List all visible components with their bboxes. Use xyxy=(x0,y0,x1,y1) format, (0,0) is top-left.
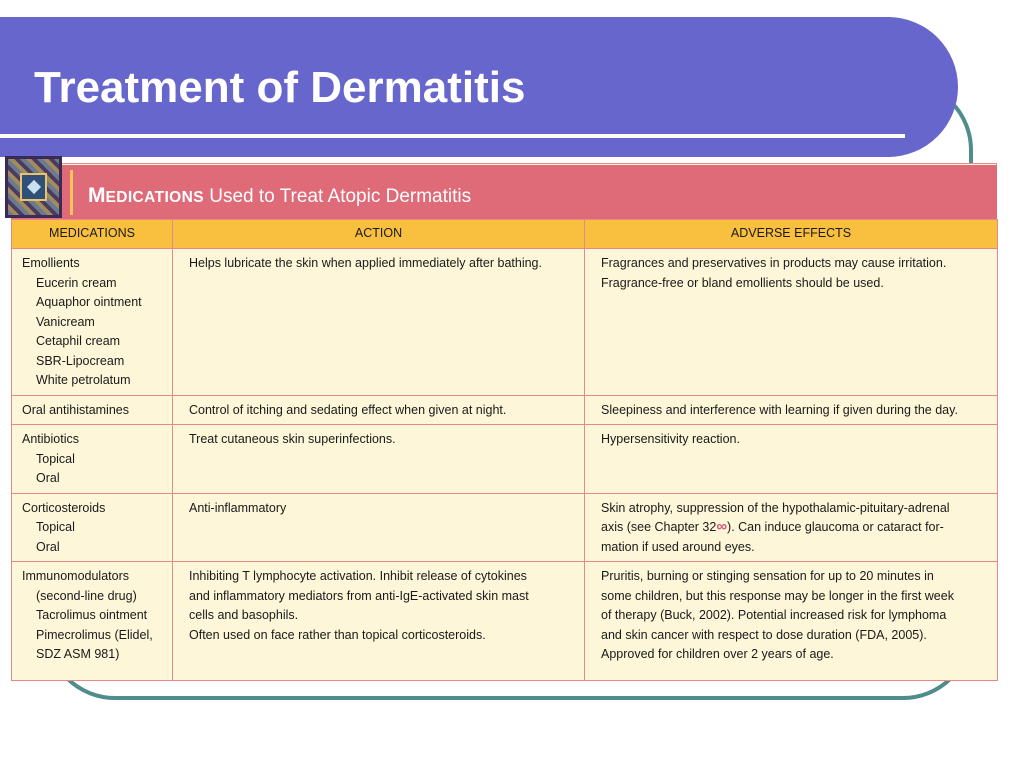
table-heading xyxy=(88,184,471,210)
medication-item: Vanicream xyxy=(36,314,95,329)
action-text: cells and basophils. xyxy=(189,608,299,622)
adverse-effects-cell xyxy=(585,562,998,681)
adverse-effects-text: Hypersensitivity reaction. xyxy=(601,432,740,446)
medication-item: SDZ ASM 981) xyxy=(36,647,120,661)
table-row-antibiotics xyxy=(12,425,998,494)
table-header-row xyxy=(12,220,998,249)
heading-keyword-rest: EDICATIONS xyxy=(105,189,204,206)
medication-item: Aquaphor ointment xyxy=(36,295,142,309)
adverse-effects-text: Skin atrophy, suppression of the hypothalamic-pituitary-adrenal xyxy=(601,500,950,515)
slide-title: Treatment of Dermatitis xyxy=(34,63,526,112)
table-heading-rest: Used to Treat Atopic Dermatitis xyxy=(209,186,472,207)
medication-item: Oral xyxy=(36,471,60,485)
action-cell xyxy=(173,562,585,681)
adverse-effects-text: Fragrances and preservatives in products may cause irritation. xyxy=(601,256,947,270)
medication-item: Topical xyxy=(36,520,75,534)
medications-table xyxy=(11,219,998,681)
medications-cell xyxy=(12,562,173,681)
medication-item: Pimecrolimus (Elidel, xyxy=(36,627,153,642)
medication-category: Emollients xyxy=(22,256,80,270)
adverse-effects-text: Fragrance-free or bland emollients should be used. xyxy=(601,275,884,290)
cross-reference-icon: ∞ xyxy=(716,518,728,535)
medications-cell xyxy=(12,395,173,425)
table-row-oral-antihistamines xyxy=(12,395,998,425)
medication-item: (second-line drug) xyxy=(36,588,137,603)
adverse-effects-text: of therapy (Buck, 2002). Potential increased risk for lymphoma xyxy=(601,608,947,622)
adverse-effects-text: Approved for children over 2 years of age. xyxy=(601,647,834,661)
medication-item: Eucerin cream xyxy=(36,275,117,290)
adverse-effects-cell xyxy=(585,395,998,425)
heading-keyword-initial: M xyxy=(88,184,106,207)
column-header-adverse-effects: ADVERSE EFFECTS xyxy=(585,220,998,249)
adverse-effects-text xyxy=(601,518,987,538)
emblem-core xyxy=(27,180,41,194)
action-text: and inflammatory mediators from anti-IgE-activated skin mast xyxy=(189,588,529,603)
decorative-emblem-icon xyxy=(5,156,62,218)
chapter-reference-text: axis (see Chapter 32 xyxy=(601,520,717,534)
action-text: Control of itching and sedating effect when given at night. xyxy=(189,402,507,417)
action-text: Treat cutaneous skin superinfections. xyxy=(189,432,396,446)
medication-category: Corticosteroids xyxy=(22,500,106,515)
medication-item: Oral xyxy=(36,539,60,554)
heading-divider xyxy=(70,170,73,215)
medication-item: Topical xyxy=(36,451,75,466)
column-header-medications: MEDICATIONS xyxy=(12,220,173,249)
adverse-effects-text: mation if used around eyes. xyxy=(601,539,755,554)
adverse-effects-text: some children, but this response may be longer in the first week xyxy=(601,588,954,603)
medications-cell xyxy=(12,425,173,494)
adverse-effects-cell xyxy=(585,493,998,562)
medication-item: Cetaphil cream xyxy=(36,334,121,348)
adverse-effects-cell xyxy=(585,425,998,494)
table-heading-keyword xyxy=(88,186,204,207)
action-text: Often used on face rather than topical corticosteroids. xyxy=(189,627,486,642)
medication-item: SBR-Lipocream xyxy=(36,353,125,368)
table-row-emollients xyxy=(12,249,998,396)
medication-category: Oral antihistamines xyxy=(22,402,129,417)
action-cell xyxy=(173,395,585,425)
emblem-inner xyxy=(20,173,47,201)
action-cell xyxy=(173,249,585,396)
medications-cell xyxy=(12,249,173,396)
action-cell xyxy=(173,425,585,494)
medications-cell xyxy=(12,493,173,562)
column-header-action: ACTION xyxy=(173,220,585,249)
action-cell xyxy=(173,493,585,562)
action-text: Helps lubricate the skin when applied immediately after bathing. xyxy=(189,256,542,270)
action-text: Anti-inflammatory xyxy=(189,500,287,515)
adverse-effects-text: Pruritis, burning or stinging sensation for up to 20 minutes in xyxy=(601,569,934,583)
action-text: Inhibiting T lymphocyte activation. Inhibit release of cytokines xyxy=(189,569,527,583)
medication-category: Immunomodulators xyxy=(22,569,129,583)
title-underline xyxy=(0,134,905,138)
adverse-effects-continued: ). Can induce glaucoma or cataract for- xyxy=(727,520,944,534)
adverse-effects-text: and skin cancer with respect to dose duration (FDA, 2005). xyxy=(601,627,927,642)
adverse-effects-text: Sleepiness and interference with learning if given during the day. xyxy=(601,402,958,417)
table-row-immunomodulators xyxy=(12,562,998,681)
medication-item: White petrolatum xyxy=(36,373,131,387)
medication-item: Tacrolimus ointment xyxy=(36,608,148,622)
medication-category: Antibiotics xyxy=(22,432,79,446)
adverse-effects-cell xyxy=(585,249,998,396)
table-row-corticosteroids xyxy=(12,493,998,562)
